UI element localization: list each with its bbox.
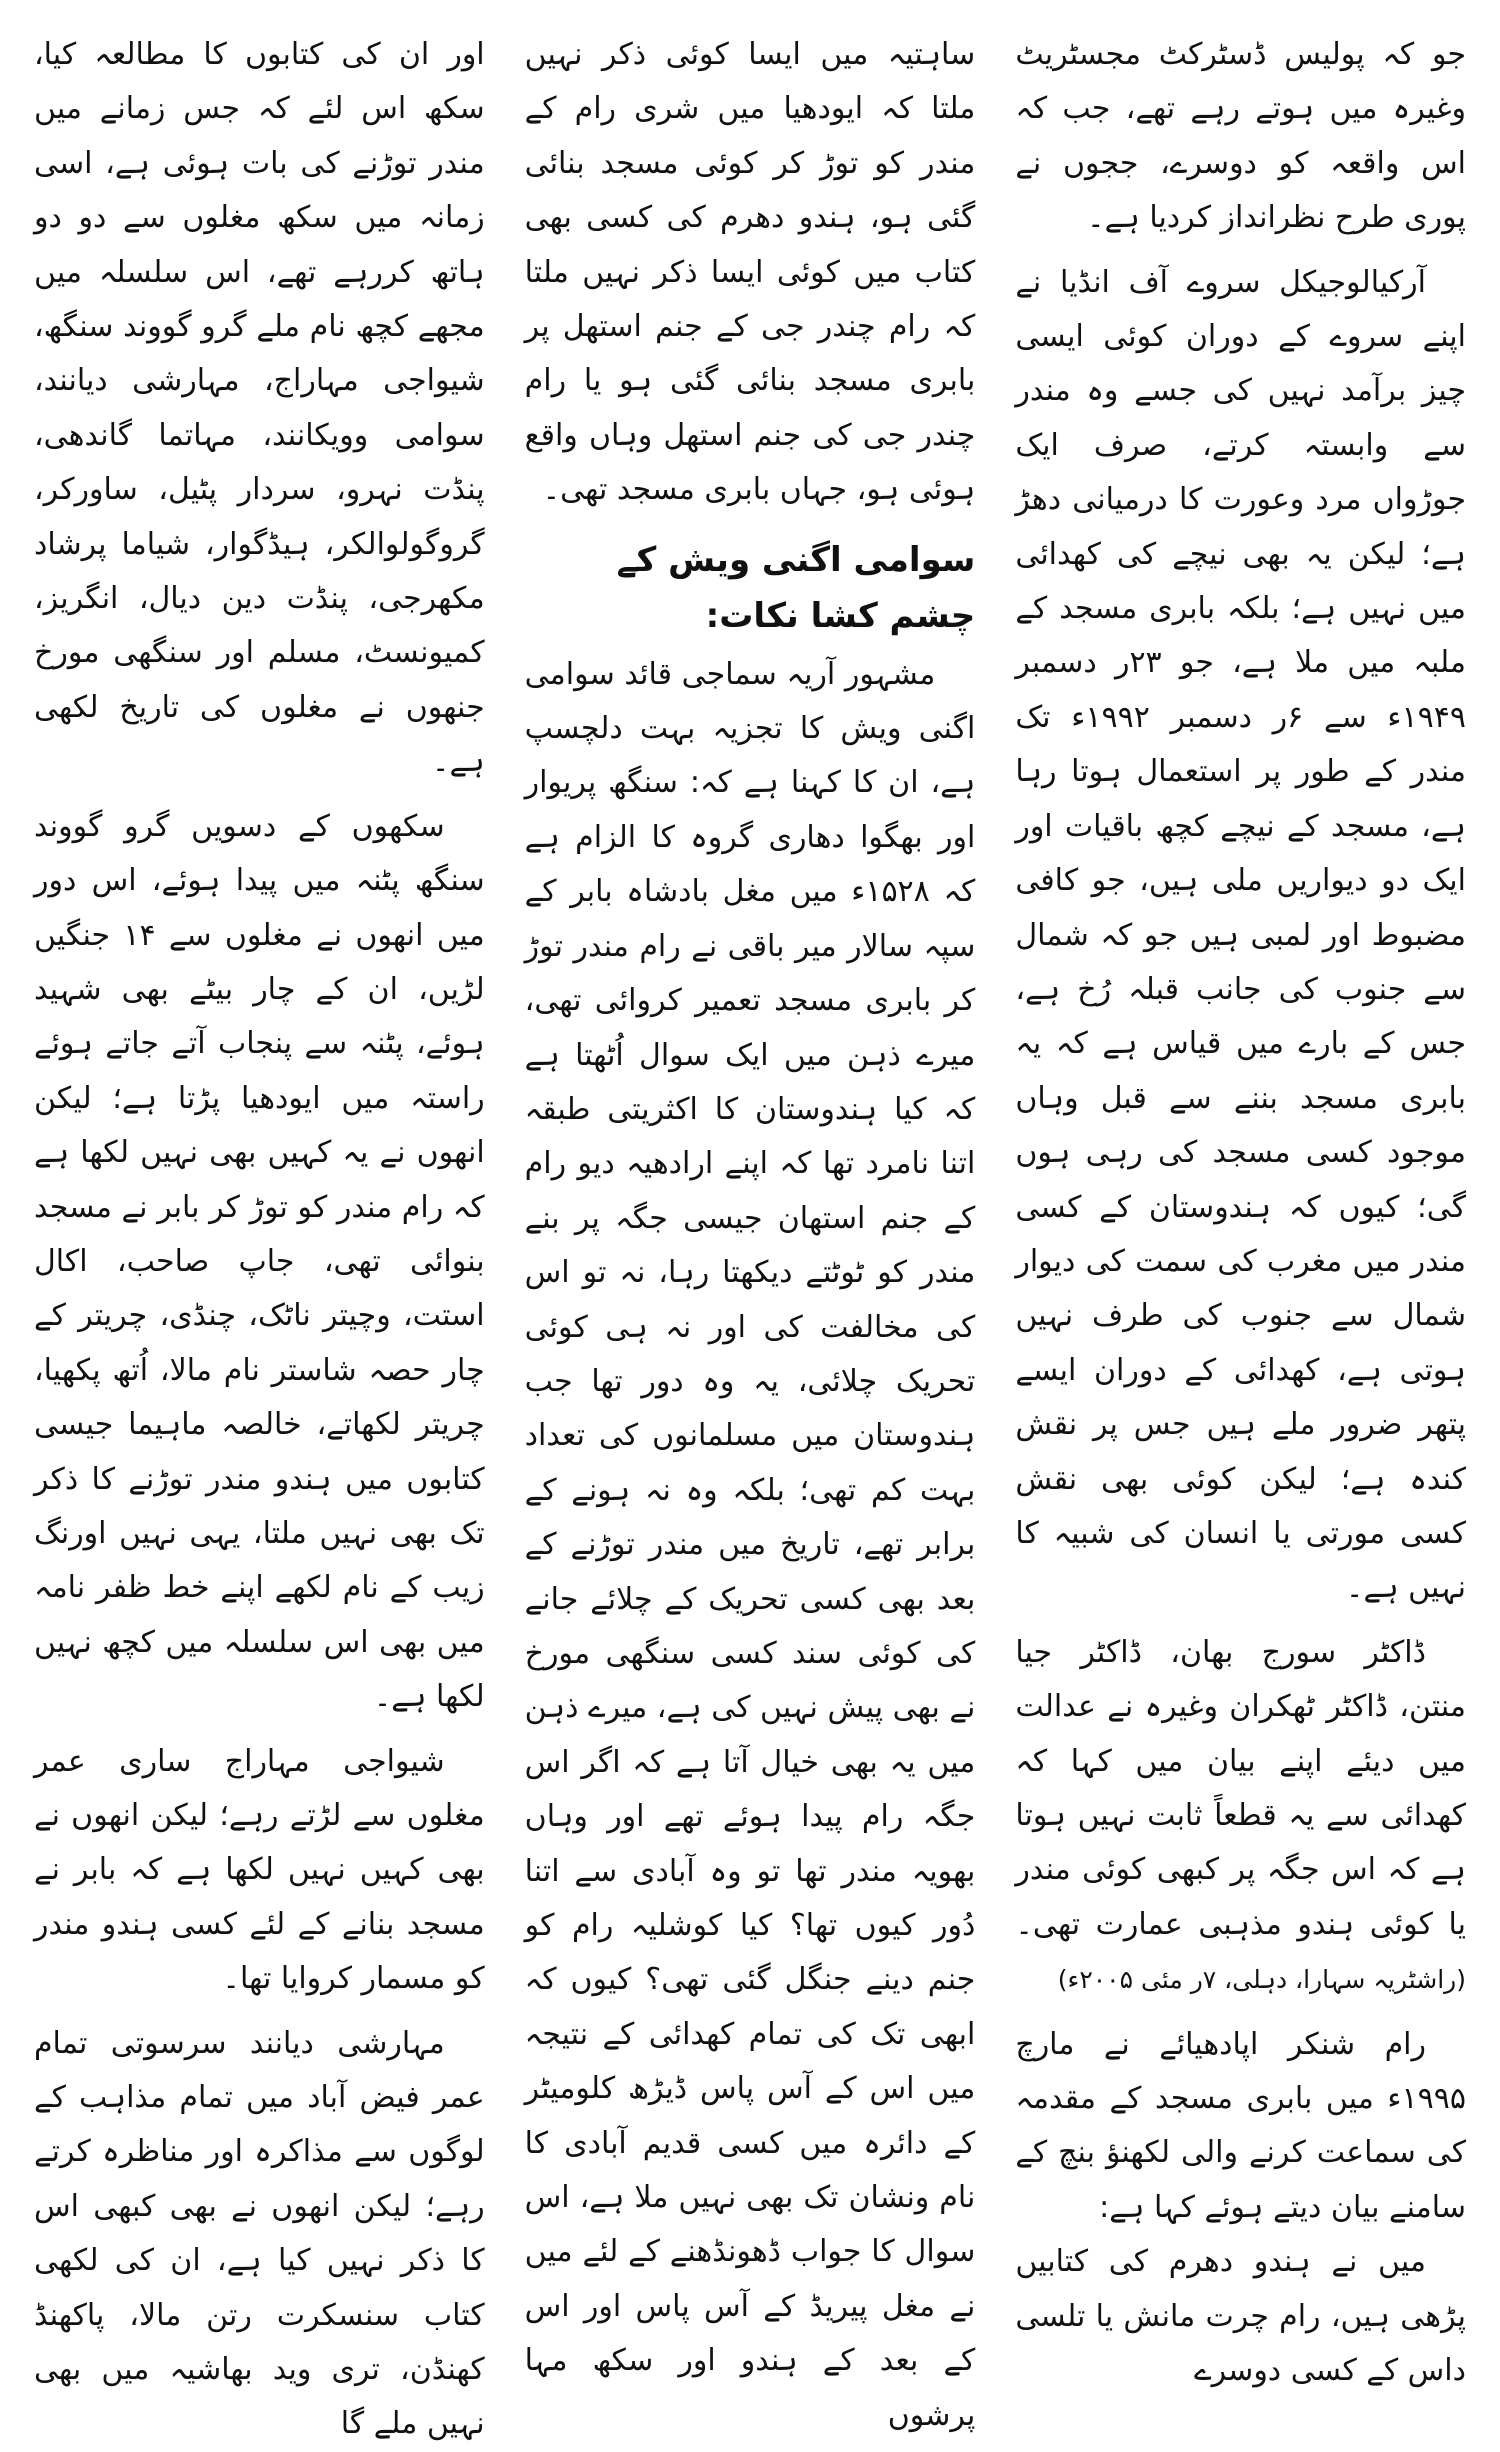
section-heading: سوامی اگنی ویش کے چشم کشا نکات: bbox=[616, 539, 976, 636]
paragraph: شیواجی مہاراج ساری عمر مغلوں سے لڑتے رہے؛ لیکن انھوں نے بھی کہیں نہیں لکھا ہے کہ بابر نے مسجد بنانے کے لئے کسی ہندو مندر کو مسمار کروایا تھا۔ bbox=[33, 1743, 485, 1997]
paragraph: اور ان کی کتابوں کا مطالعہ کیا، سکھ اس لئے کہ جس زمانے میں مندر توڑنے کی بات ہوئی ہے، اسی زمانہ میں سکھ مغلوں سے دو دو ہاتھ کررہے تھے، اس سلسلہ میں مجھے کچھ نام ملے گرو گووند سنگھ، شیواجی مہاراج، مہارشی دیانند، سوامی وویکانند، مہاتما گاندھی، پنڈت نہرو، سردار پٹیل، ساورکر، گروگولوالکر، ہیڈگوار، شیاما پرشاد مکھرجی، پنڈت دین دیال، انگریز، کمیونسٹ، مسلم اور سنگھی مورخ جنھوں نے مغلوں کی تاریخ لکھی ہے۔ bbox=[33, 37, 485, 780]
paragraph: رام شنکر اپادھیائے نے مارچ ۱۹۹۵ء میں بابری مسجد کے مقدمہ کی سماعت کرنے والی لکھنؤ بنچ کے سامنے بیان دیتے ہوئے کہا ہے: bbox=[1015, 2026, 1466, 2225]
paragraph: آرکیالوجیکل سروے آف انڈیا نے اپنے سروے کے دوران کوئی ایسی چیز برآمد نہیں کی جسے وہ مندر سے وابستہ کرتے، صرف ایک جوڑواں مرد وعورت کا درمیانی دھڑ ہے؛ لیکن یہ بھی نیچے کی کھدائی میں نہیں ہے؛ بلکہ بابری مسجد کے ملبہ میں ملا ہے، جو ۲۳ر دسمبر ۱۹۴۹ء سے ۶ر دسمبر ۱۹۹۲ء تک مندر کے طور پر استعمال ہوتا رہا ہے، مسجد کے نیچے کچھ باقیات اور ایک دو دیواریں ملی ہیں، جو کافی مضبوط اور لمبی ہیں جو کہ شمال سے جنوب کی جانب قبلہ رُخ ہے، جس کے بارے میں قیاس ہے کہ یہ بابری مسجد بننے سے قبل وہاں موجود کسی مسجد کی رہی ہوں گی؛ کیوں کہ ہندوستان کے کسی مندر میں مغرب کی سمت کی دیوار شمال سے جنوب کی طرف نہیں ہوتی ہے، کھدائی کے دوران ایسے پتھر ضرور ملے ہیں جس پر نقش کندہ ہے؛ لیکن کوئی بھی نقش کسی مورتی یا انسان کی شبیہ کا نہیں ہے۔ bbox=[1015, 264, 1466, 1606]
paragraph: مشہور آریہ سماجی قائد سوامی اگنی ویش کا تجزیہ بہت دلچسپ ہے، ان کا کہنا ہے کہ: سنگھ پریوار اور بھگوا دھاری گروہ کا الزام ہے کہ ۱۵۲۸ء میں مغل بادشاہ بابر کے سپہ سالار میر باقی نے رام مندر توڑ کر بابری مسجد تعمیر کروائی تھی، میرے ذہن میں ایک سوال اُٹھتا ہے کہ کیا ہندوستان کا اکثریتی طبقہ اتنا نامرد تھا کہ اپنے ارادھیہ دیو رام کے جنم استھان جیسی جگہ پر بنے مندر کو ٹوٹتے دیکھتا رہا، نہ تو اس کی مخالفت کی اور نہ ہی کوئی تحریک چلائی، یہ وہ دور تھا جب ہندوستان میں مسلمانوں کی تعداد بہت کم تھی؛ بلکہ وہ نہ ہونے کے برابر تھے، تاریخ میں مندر توڑنے کے بعد بھی کسی تحریک کے چلائے جانے کی کوئی سند کسی سنگھی مورخ نے بھی پیش نہیں کی ہے، میرے ذہن میں یہ بھی خیال آتا ہے کہ اگر اس جگہ رام پیدا ہوئے تھے اور وہاں بھویہ مندر تھا تو وہ آبادی سے اتنا دُور کیوں تھا؟ کیا کوشلیہ رام کو جنم دینے جنگل گئی تھی؟ کیوں کہ ابھی تک کی تمام کھدائی کے نتیجہ میں اس کے آس پاس ڈیڑھ کلومیٹر کے دائرہ میں کسی قدیم آبادی کا نام ونشان تک بھی نہیں ملا ہے، اس سوال کا جواب ڈھونڈھنے کے لئے میں نے مغل پیریڈ کے آس پاس اور اس کے بعد کے ہندو اور سکھ مہا پرشوں bbox=[524, 656, 976, 2433]
text-column-right bbox=[1015, 28, 1466, 2389]
paragraph: میں نے ہندو دھرم کی کتابیں پڑھی ہیں، رام چرت مانش یا تلسی داس کے کسی دوسرے bbox=[1015, 2244, 1466, 2389]
paragraph-text: ڈاکٹر سورج بھان، ڈاکٹر جیا منتن، ڈاکٹر ٹھکران وغیرہ نے عدالت میں دیئے اپنے بیان میں کہا کہ کھدائی سے یہ قطعاً ثابت نہیں ہوتا ہے کہ اس جگہ پر کبھی کوئی مندر یا کوئی ہندو مذہبی عمارت تھی۔ bbox=[1015, 1634, 1466, 1942]
paragraph: ساہتیہ میں ایسا کوئی ذکر نہیں ملتا کہ ایودھیا میں شری رام کے مندر کو توڑ کر کوئی مسجد بنائی گئی ہو، ہندو دھرم کی کسی بھی کتاب میں کوئی ایسا ذکر نہیں ملتا کہ رام چندر جی کے جنم استھل پر بابری مسجد بنائی گئی ہو یا رام چندر جی کی جنم استھل وہاں واقع ہوئی ہو، جہاں بابری مسجد تھی۔ bbox=[524, 37, 976, 508]
citation: (راشٹریہ سہارا، دہلی، ۷ر مئی ۲۰۰۵ء) bbox=[1057, 1965, 1466, 1995]
paragraph: سکھوں کے دسویں گرو گووند سنگھ پٹنہ میں پیدا ہوئے، اس دور میں انھوں نے مغلوں سے ۱۴ جنگیں لڑیں، ان کے چار بیٹے بھی شہید ہوئے، پٹنہ سے پنجاب آتے جاتے ہوئے راستہ میں ایودھیا پڑتا ہے؛ لیکن انھوں نے یہ کہیں بھی نہیں لکھا ہے کہ رام مندر کو توڑ کر بابر نے مسجد بنوائی تھی، جاپ صاحب، اکال استت، وچیتر ناٹک، چنڈی، چریتر کے چار حصہ شاستر نام مالا، اُتھ پکھیا، چریتر لکھاتے، خالصہ ماہیما جیسی کتابوں میں ہندو مندر توڑنے کا ذکر تک بھی نہیں ملتا، یہی نہیں اورنگ زیب کے نام لکھے اپنے خط ظفر نامہ میں بھی اس سلسلہ میں کچھ نہیں لکھا ہے۔ bbox=[33, 808, 485, 1715]
paragraph bbox=[1015, 1626, 1466, 2008]
text-column-middle bbox=[524, 28, 976, 2433]
text-column-left bbox=[33, 28, 485, 2442]
paragraph: مہارشی دیانند سرسوتی تمام عمر فیض آباد میں تمام مذاہب کے لوگوں سے مذاکرہ اور مناظرہ کرتے رہے؛ لیکن انھوں نے بھی کبھی اس کا ذکر نہیں کیا ہے، ان کی لکھی کتاب سنسکرت رتن مالا، پاکھنڈ کھنڈن، تری وید بھاشیہ میں بھی نہیں ملے گا bbox=[33, 2025, 485, 2442]
paragraph: جو کہ پولیس ڈسٹرکٹ مجسٹریٹ وغیرہ میں ہوتے رہے تھے، جب کہ اس واقعہ کو دوسرے، ججوں نے پوری طرح نظرانداز کردیا ہے۔ bbox=[1015, 37, 1466, 236]
